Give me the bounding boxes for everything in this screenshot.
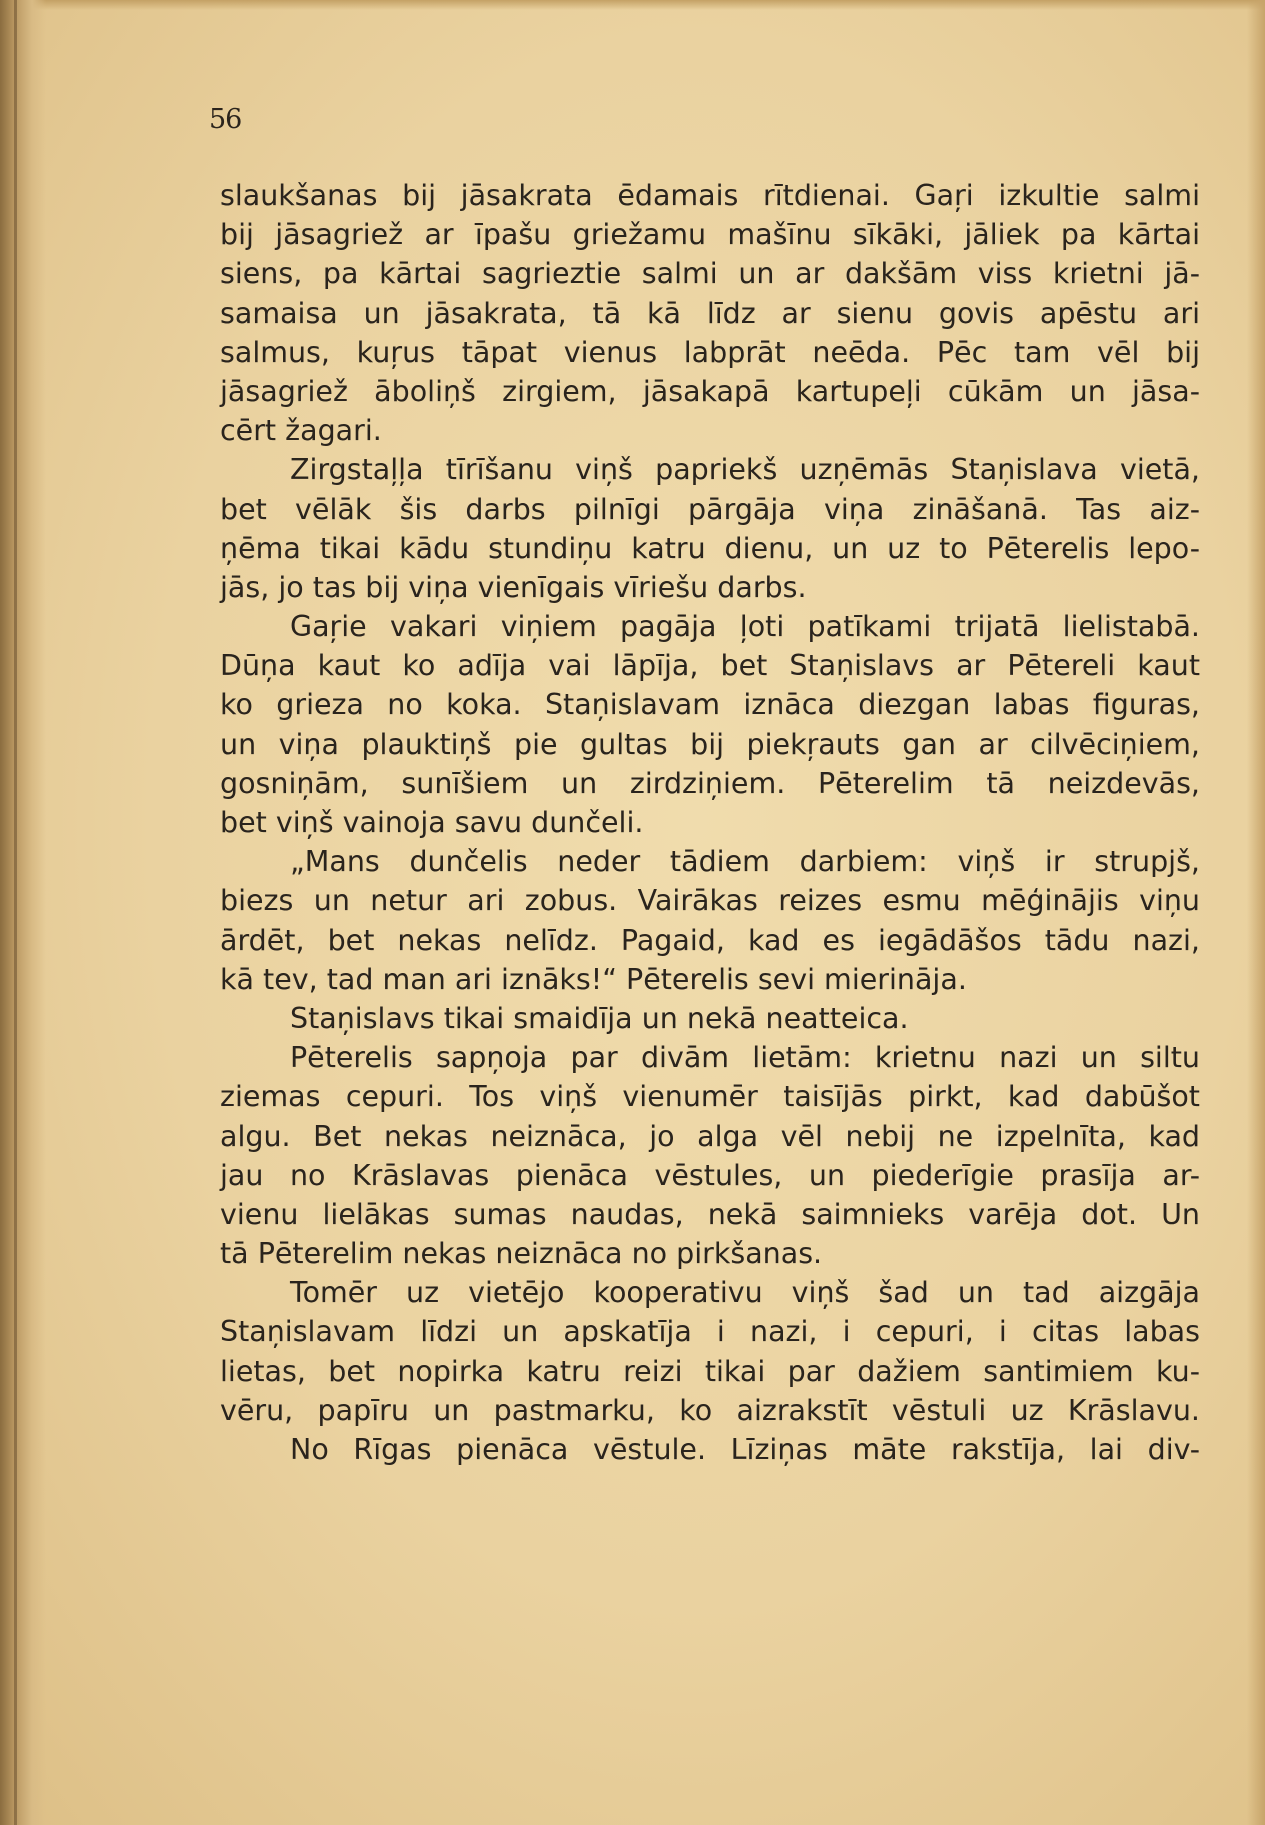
- text-line: algu. Bet nekas neiznāca, jo alga vēl nebij ne izpelnīta, kad: [220, 1119, 1200, 1153]
- text-line: ziemas cepuri. Tos viņš vienumēr taisījās pirkt, kad dabūšot: [220, 1080, 1200, 1114]
- text-line: un viņa plauktiņš pie gultas bij piekŗauts gan ar cilvēciņiem,: [220, 727, 1200, 761]
- text-line: samaisa un jāsakrata, tā kā līdz ar sienu govis apēstu ari: [220, 296, 1200, 330]
- text-line: cērt žagari.: [220, 414, 382, 448]
- text-line: bij jāsagriež ar īpašu griežamu mašīnu sīkāki, jāliek pa kārtai: [220, 218, 1200, 252]
- text-line: Gaŗie vakari viņiem pagāja ļoti patīkami trijatā lielistabā.: [290, 610, 1200, 644]
- text-line: lietas, bet nopirka katru reizi tikai par dažiem santimiem ku-: [220, 1354, 1200, 1388]
- text-line: tā Pēterelim nekas neiznāca no pirkšanas.: [220, 1237, 823, 1271]
- page-number: 56: [209, 104, 242, 135]
- text-line: bet viņš vainoja savu dunčeli.: [220, 806, 644, 839]
- text-line: Staņislavam līdzi un apskatīja i nazi, i cepuri, i citas labas: [220, 1315, 1200, 1349]
- binding-edge: [14, 0, 17, 1825]
- text-line: Zirgstaļļa tīrīšanu viņš papriekš uzņēmās Staņislava vietā,: [290, 453, 1200, 487]
- text-line: biezs un netur ari zobus. Vairākas reizes esmu mēģinājis viņu: [220, 884, 1200, 918]
- text-line: vēru, papīru un pastmarku, ko aizrakstīt vēstuli uz Krāslavu.: [220, 1393, 1200, 1427]
- text-line: Pēterelis sapņoja par divām lietām: krietnu nazi un siltu: [290, 1041, 1200, 1075]
- page-top-edge: [0, 0, 1265, 10]
- text-line: No Rīgas pienāca vēstule. Līziņas māte rakstīja, lai div-: [290, 1433, 1200, 1466]
- text-line: kā tev, tad man ari iznāks!“ Pēterelis sevi mierināja.: [220, 962, 967, 996]
- text-line: siens, pa kārtai sagrieztie salmi un ar dakšām viss krietni jā-: [220, 257, 1200, 291]
- text-line: slaukšanas bij jāsakrata ēdamais rītdienai. Gaŗi izkultie salmi: [220, 179, 1200, 212]
- text-line: jau no Krāslavas pienāca vēstules, un piederīgie prasīja ar-: [220, 1158, 1200, 1192]
- page-right-edge: [1247, 0, 1265, 1825]
- text-line: vienu lielākas sumas naudas, nekā saimnieks varēja dot. Un: [220, 1197, 1200, 1231]
- text-line: ārdēt, bet nekas nelīdz. Pagaid, kad es iegādāšos tādu nazi,: [220, 923, 1200, 957]
- text-line: Staņislavs tikai smaidīja un nekā neatteica.: [290, 1001, 909, 1035]
- text-line: Dūņa kaut ko adīja vai lāpīja, bet Staņislavs ar Pētereli kaut: [220, 649, 1200, 683]
- text-line: jāsagriež āboliņš zirgiem, jāsakapā kartupeļi cūkām un jāsa-: [220, 374, 1200, 408]
- text-line: ņēma tikai kādu stundiņu katru dienu, un uz to Pēterelis lepo-: [220, 531, 1200, 565]
- text-line: gosniņām, sunīšiem un zirdziņiem. Pēterelim tā neizdevās,: [220, 766, 1200, 800]
- text-line: jās, jo tas bij viņa vienīgais vīriešu darbs.: [220, 570, 807, 604]
- text-line: ko grieza no koka. Staņislavam iznāca diezgan labas figuras,: [220, 688, 1200, 722]
- text-line: salmus, kuŗus tāpat vienus labprāt neēda. Pēc tam vēl bij: [220, 335, 1200, 369]
- text-line: Tomēr uz vietējo kooperativu viņš šad un tad aizgāja: [290, 1276, 1200, 1310]
- text-line: „Mans dunčelis neder tādiem darbiem: viņš ir strupjš,: [290, 845, 1200, 879]
- text-line: bet vēlāk šis darbs pilnīgi pārgāja viņa zināšanā. Tas aiz-: [220, 492, 1200, 526]
- body-text: [220, 176, 1200, 1469]
- binding-shadow: [0, 0, 46, 1825]
